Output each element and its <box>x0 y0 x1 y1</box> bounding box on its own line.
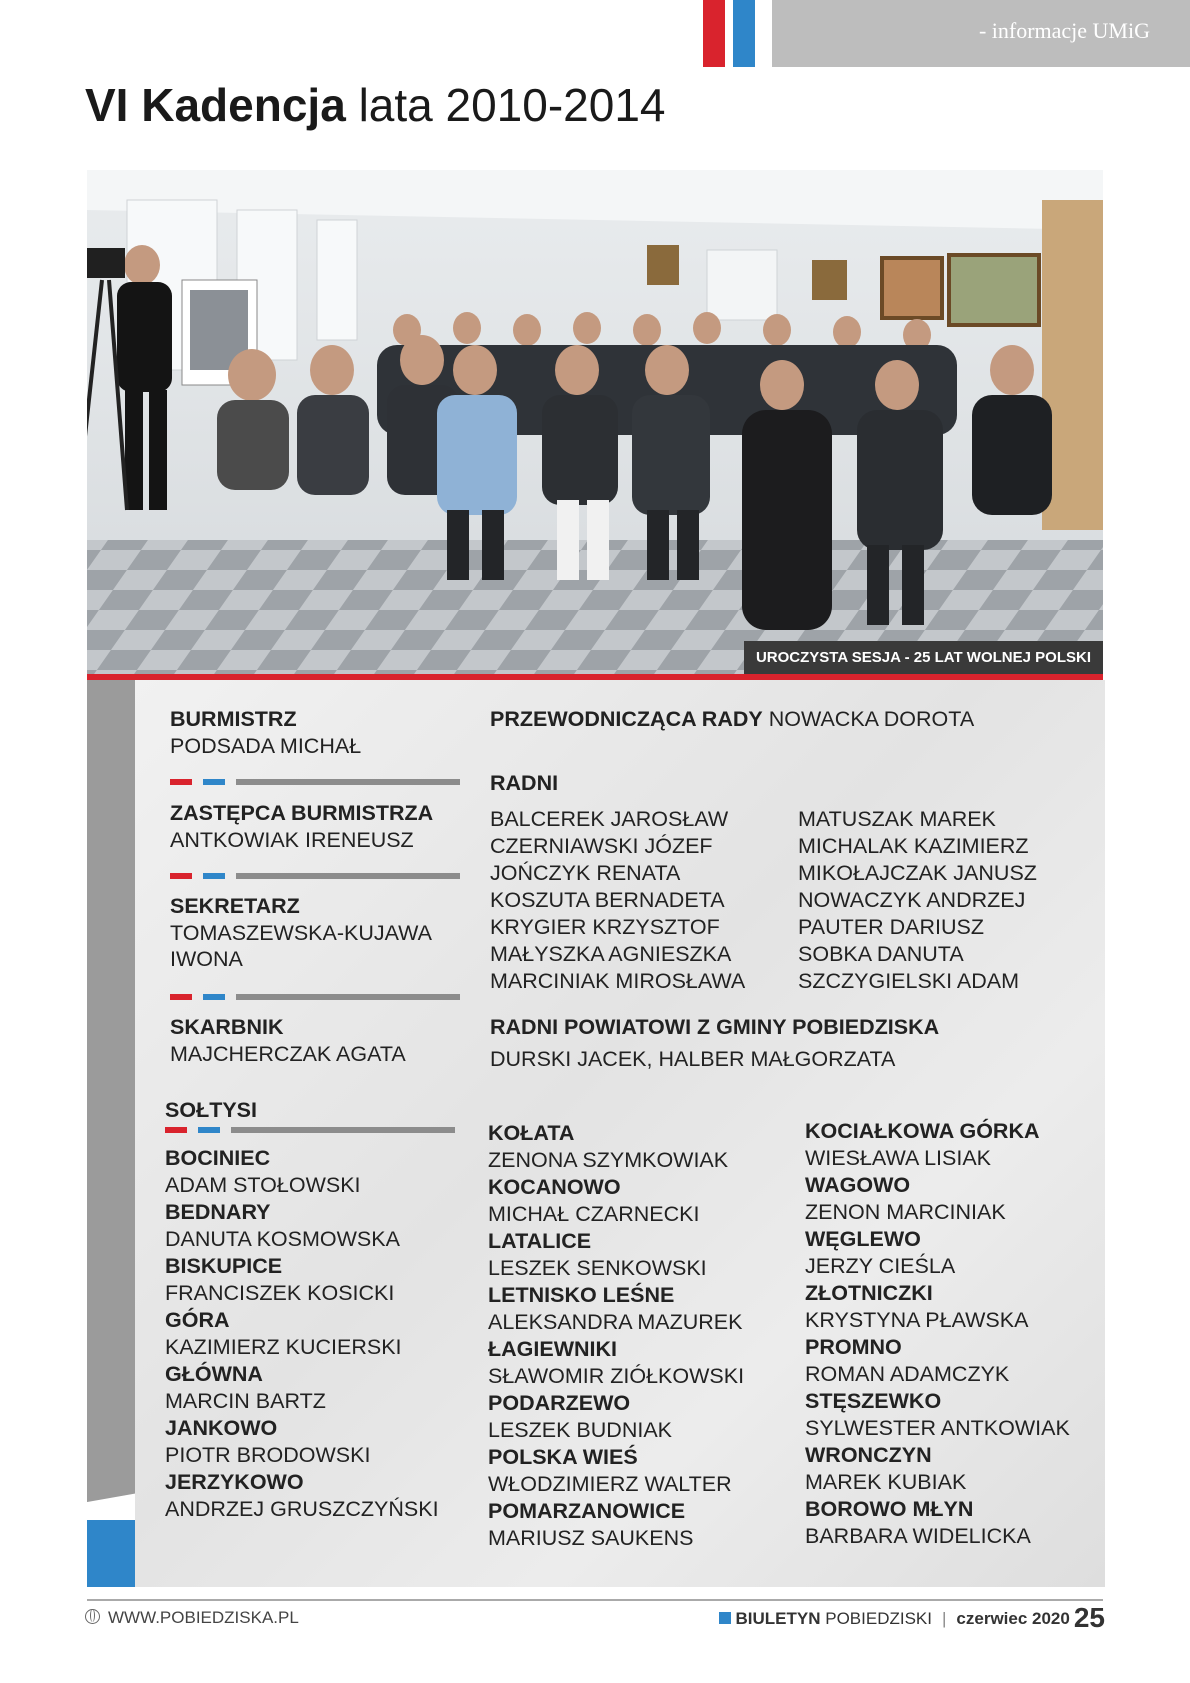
photo-caption: UROCZYSTA SESJA - 25 LAT WOLNEJ POLSKI <box>744 641 1103 674</box>
councillor: CZERNIAWSKI JÓZEF <box>490 834 713 858</box>
burmistrz-role: BURMISTRZ <box>170 707 297 731</box>
soltys-name: LESZEK BUDNIAK <box>488 1418 672 1442</box>
zastepca-name: ANTKOWIAK IRENEUSZ <box>170 828 414 852</box>
section-label: - informacje UMiG <box>978 18 1150 43</box>
village: STĘSZEWKO <box>805 1389 942 1413</box>
councillor: KRYGIER KRZYSZTOF <box>490 915 720 939</box>
session-photo <box>87 170 1103 674</box>
councillor: SZCZYGIELSKI ADAM <box>798 969 1020 993</box>
soltys-name: DANUTA KOSMOWSKA <box>165 1227 400 1251</box>
village: BEDNARY <box>165 1200 271 1224</box>
village: KOCIAŁKOWA GÓRKA <box>805 1119 1040 1143</box>
page-title-bold: VI Kadencja <box>85 79 346 131</box>
sekretarz-name-line1: TOMASZEWSKA-KUJAWA <box>170 921 432 945</box>
soltys-name: PIOTR BRODOWSKI <box>165 1443 371 1467</box>
village: POLSKA WIEŚ <box>488 1445 638 1469</box>
separator <box>170 779 460 785</box>
soltys-name: WŁODZIMIERZ WALTER <box>488 1472 732 1496</box>
village: BISKUPICE <box>165 1254 283 1278</box>
village: GŁÓWNA <box>165 1362 263 1386</box>
councillor: KOSZUTA BERNADETA <box>490 888 725 912</box>
powiat-names: DURSKI JACEK, HALBER MAŁGORZATA <box>490 1047 896 1071</box>
footer-divider: | <box>942 1609 947 1628</box>
publication-light: POBIEDZISKI <box>825 1609 932 1628</box>
councillor: MICHALAK KAZIMIERZ <box>798 834 1029 858</box>
footer-website[interactable] <box>85 1608 299 1628</box>
village: WAGOWO <box>805 1173 911 1197</box>
issue-date: czerwiec 2020 <box>956 1609 1070 1628</box>
soltys-name: KRYSTYNA PŁAWSKA <box>805 1308 1029 1332</box>
page-title <box>85 78 666 132</box>
village: ZŁOTNICZKI <box>805 1281 933 1305</box>
publication-bold: BIULETYN <box>735 1609 821 1628</box>
globe-icon <box>85 1609 100 1624</box>
village: JERZYKOWO <box>165 1470 304 1494</box>
chair-name: NOWACKA DOROTA <box>768 707 975 731</box>
village: JANKOWO <box>165 1416 278 1440</box>
soltys-name: ROMAN ADAMCZYK <box>805 1362 1010 1386</box>
chair-line <box>490 706 974 733</box>
councillor: JOŃCZYK RENATA <box>490 861 681 885</box>
village: WĘGLEWO <box>805 1227 921 1251</box>
soltys-name: MICHAŁ CZARNECKI <box>488 1202 700 1226</box>
soltys-name: BARBARA WIDELICKA <box>805 1524 1031 1548</box>
soltys-name: SŁAWOMIR ZIÓŁKOWSKI <box>488 1364 745 1388</box>
panel-side-bar <box>87 680 135 1587</box>
village: LATALICE <box>488 1229 592 1253</box>
square-icon <box>719 1612 731 1624</box>
soltys-name: ANDRZEJ GRUSZCZYŃSKI <box>165 1497 439 1521</box>
soltys-name: ALEKSANDRA MAZUREK <box>488 1310 743 1334</box>
burmistrz-name: PODSADA MICHAŁ <box>170 734 362 758</box>
header-red-stripe <box>703 0 725 67</box>
soltys-name: KAZIMIERZ KUCIERSKI <box>165 1335 402 1359</box>
councillor: BALCEREK JAROSŁAW <box>490 807 729 831</box>
councillor: MAŁYSZKA AGNIESZKA <box>490 942 732 966</box>
councillor: SOBKA DANUTA <box>798 942 964 966</box>
soltys-name: MAREK KUBIAK <box>805 1470 967 1494</box>
village: PODARZEWO <box>488 1391 631 1415</box>
soltys-name: LESZEK SENKOWSKI <box>488 1256 707 1280</box>
soltys-name: ZENONA SZYMKOWIAK <box>488 1148 729 1172</box>
soltys-name: ZENON MARCINIAK <box>805 1200 1006 1224</box>
session-photo-illustration <box>87 170 1103 674</box>
soltys-name: WIESŁAWA LISIAK <box>805 1146 991 1170</box>
councillor: NOWACZYK ANDRZEJ <box>798 888 1026 912</box>
zastepca-role: ZASTĘPCA BURMISTRZA <box>170 801 434 825</box>
soltys-name: SYLWESTER ANTKOWIAK <box>805 1416 1070 1440</box>
village: GÓRA <box>165 1308 230 1332</box>
powiat-heading: RADNI POWIATOWI Z GMINY POBIEDZISKA <box>490 1015 940 1039</box>
skarbnik-name: MAJCHERCZAK AGATA <box>170 1042 406 1066</box>
village: PROMNO <box>805 1335 902 1359</box>
soltys-name: ADAM STOŁOWSKI <box>165 1173 361 1197</box>
panel-side-blue <box>87 1520 135 1587</box>
skarbnik-role: SKARBNIK <box>170 1015 284 1039</box>
village: BOCINIEC <box>165 1146 271 1170</box>
village: WRONCZYN <box>805 1443 932 1467</box>
page-number: 25 <box>1073 1602 1105 1633</box>
soltys-name: MARIUSZ SAUKENS <box>488 1526 694 1550</box>
village: ŁAGIEWNIKI <box>488 1337 617 1361</box>
footer-rule <box>87 1599 1103 1601</box>
councillor: PAUTER DARIUSZ <box>798 915 984 939</box>
soltys-name: FRANCISZEK KOSICKI <box>165 1281 395 1305</box>
councillor: MIKOŁAJCZAK JANUSZ <box>798 861 1037 885</box>
soltys-name: MARCIN BARTZ <box>165 1389 326 1413</box>
separator <box>165 1127 455 1133</box>
village: BOROWO MŁYN <box>805 1497 974 1521</box>
councillor: MARCINIAK MIROSŁAWA <box>490 969 746 993</box>
footer-publication <box>719 1602 1105 1634</box>
header-bar <box>772 0 1190 67</box>
village: KOŁATA <box>488 1121 575 1145</box>
village: LETNISKO LEŚNE <box>488 1283 675 1307</box>
soltysi-heading: SOŁTYSI <box>165 1098 257 1122</box>
chair-role: PRZEWODNICZĄCA RADY <box>490 707 763 731</box>
page-title-light: lata 2010-2014 <box>358 79 666 131</box>
sekretarz-name-line2: IWONA <box>170 947 243 971</box>
separator <box>170 873 460 879</box>
village: POMARZANOWICE <box>488 1499 686 1523</box>
radni-heading: RADNI <box>490 771 559 795</box>
village: KOCANOWO <box>488 1175 621 1199</box>
panel-side-cut <box>87 1480 135 1520</box>
website-link[interactable]: WWW.POBIEDZISKA.PL <box>108 1608 299 1627</box>
soltys-name: JERZY CIEŚLA <box>805 1254 956 1278</box>
councillor: MATUSZAK MAREK <box>798 807 996 831</box>
header-blue-stripe <box>733 0 755 67</box>
separator <box>170 994 460 1000</box>
sekretarz-role: SEKRETARZ <box>170 894 300 918</box>
